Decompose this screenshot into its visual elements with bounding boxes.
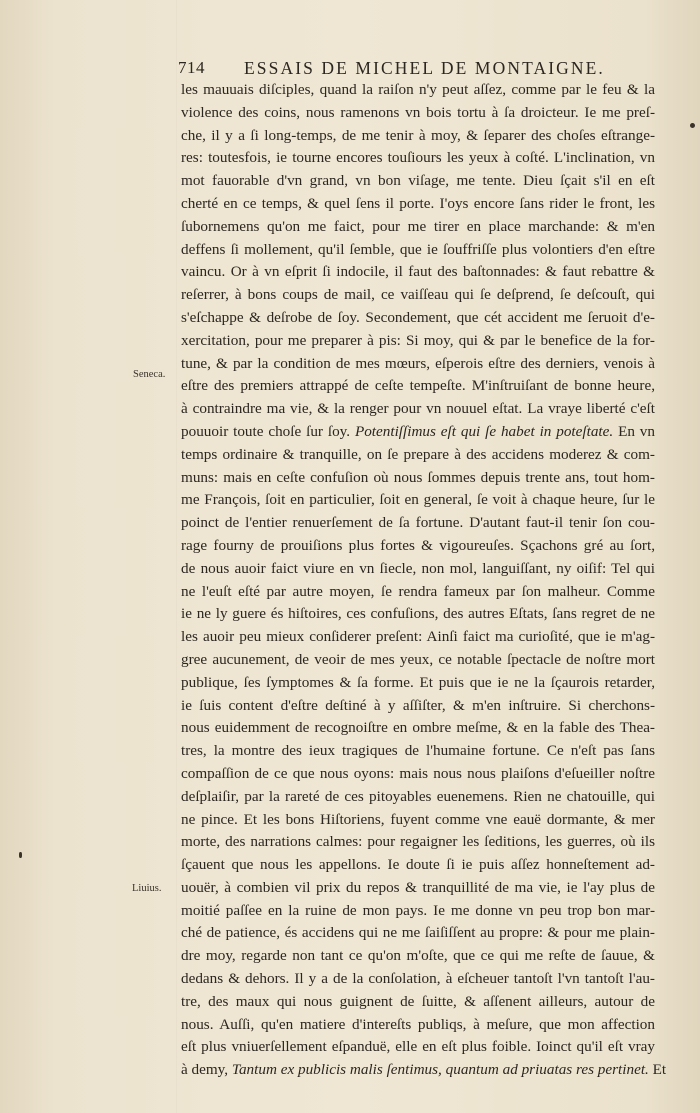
text-line: [181, 1059, 667, 1082]
text-line: [181, 991, 655, 1014]
text-run: à contraindre ma vie, & la renger pour vn nouuel eſtat. La vraye liberté c'eſt: [181, 400, 655, 418]
text-line: [181, 102, 655, 125]
text-line: [181, 307, 655, 330]
text-line: [181, 239, 655, 262]
text-line: [181, 284, 655, 307]
gutter-shadow: [176, 0, 177, 1113]
latin-quotation: Potentiſſimus eſt qui ſe habet in poteſtate.: [354, 422, 614, 440]
text-line: [181, 945, 655, 968]
text-run: ie ne ly guere és hiſtoires, ces confuſions, des autres Eſtats, ſans regret de ne: [181, 605, 655, 623]
text-run: res: toutesfois, ie tourne encores touſiours les yeux à coſté. L'inclination, vn: [181, 149, 655, 167]
text-line: [181, 968, 655, 991]
latin-quotation: Tantum ex publicis malis ſentimus, quantum ad priuatas res pertinet.: [231, 1061, 649, 1079]
text-run: vaincu. Or à vn eſprit ſi indocile, il faut des baſtonnades: & faut rebattre &: [181, 263, 655, 281]
text-line: [181, 831, 655, 854]
text-run: compaſſion de ce que nous oyons: mais nous nous plaiſons d'eſueiller noſtre: [181, 764, 655, 782]
text-line: [181, 1036, 655, 1059]
text-line: [181, 261, 655, 284]
text-run: moitié paſſee en la ruine de mon pays. Ie me donne vn peu trop bon mar-: [181, 901, 655, 919]
text-run: tune, & par la condition de mes mœurs, eſperois eſtre des derniers, venois à: [181, 354, 655, 372]
text-line: [181, 353, 655, 376]
body-text: [181, 79, 667, 1082]
text-line: [181, 170, 655, 193]
text-run: de nous auoir faict viure en vn ſiecle, non mol, languiſſant, ny oiſif: Tel qui: [181, 559, 655, 577]
text-line: [181, 421, 655, 444]
margin-note-seneca: Seneca.: [133, 369, 166, 380]
text-run: ſubornemens qu'on me faict, pour me tirer en place marchande: & m'en: [181, 217, 655, 235]
text-run: nous euidemment de recognoiſtre en ombre meſme, & en la fable des Thea-: [181, 719, 655, 737]
text-line: [181, 216, 655, 239]
text-run: à demy,: [181, 1061, 232, 1079]
margin-note-liuius: Liuius.: [132, 883, 162, 894]
text-line: [181, 535, 655, 558]
text-run: xercitation, pour me preparer à pis: Si moy, qui & par le benefice de la for-: [181, 331, 655, 349]
text-run: deſplaiſir, par la rareté de ces pitoyables euenemens. Rien ne chatouille, qui: [181, 787, 655, 805]
text-line: [181, 147, 655, 170]
text-line: [181, 877, 655, 900]
text-run: dre moy, regarde non tant ce qu'on m'oſte, que ce qui me reſte de ſauue, &: [181, 947, 655, 965]
text-line: [181, 398, 655, 421]
text-run: morte, des narrations calmes: pour regaigner les ſeditions, les guerres, où ils: [181, 833, 655, 851]
running-head: ESSAIS DE MICHEL DE MONTAIGNE.: [244, 58, 605, 78]
text-line: [181, 125, 655, 148]
text-run: publique, ſes ſymptomes & ſa forme. Et puis que ie ne la ſçaurois retarder,: [181, 673, 655, 691]
text-line: [181, 581, 655, 604]
text-line: [181, 558, 655, 581]
text-run: les mauuais diſciples, quand la raiſon n'y peut aſſez, comme par le feu & la: [181, 81, 655, 98]
text-line: [181, 922, 655, 945]
text-run: gree aucunement, de veoir de mes yeux, ce notable ſpectacle de noſtre mort: [181, 650, 655, 668]
text-run: cherté en ce temps, & quel ſens il porte. I'oys encore ſans rider le front, les: [181, 194, 655, 212]
text-line: [181, 1014, 655, 1037]
ink-spot: [19, 852, 22, 858]
text-run: eſtre des premiers attrappé de ceſte tempeſte. M'inſtruiſant de bonne heure,: [181, 377, 655, 395]
text-run: violence des coins, nous ramenons vn bois tortu à ſa droicteur. Ie me preſ-: [181, 103, 655, 121]
text-run: les auoir peu mieux conſiderer preſent: Ainſi faict ma curioſité, que ie m'ag-: [181, 628, 655, 646]
text-line: [181, 672, 655, 695]
text-line: [181, 809, 655, 832]
text-line: [181, 489, 655, 512]
text-run: me François, ſoit en particulier, ſoit en general, ſe voit à chaque heure, ſur le: [181, 491, 655, 509]
text-run: En vn: [613, 422, 655, 440]
text-line: [181, 444, 655, 467]
text-run: s'eſchappe & deſrobe de ſoy. Secondement, que cét accident me ſeruoit d'e-: [181, 308, 655, 326]
text-line: [181, 512, 655, 535]
text-line: [181, 854, 655, 877]
text-line: [181, 626, 655, 649]
text-line: [181, 763, 655, 786]
text-line: [181, 375, 655, 398]
text-run: deffens ſi mollement, qu'il ſemble, que ie ſouffriſſe plus volontiers d'en eſtre: [181, 240, 655, 258]
text-run: ne pince. Et les bons Hiſtoriens, fuyent comme vne eauë dormante, & mer: [181, 810, 655, 828]
text-run: ché de patience, és accidens qui ne me ſaiſiſſent au propre: & pour me plain-: [181, 924, 655, 942]
text-run: ſçauent que nous les appellons. Ie doute ſi ie puis aſſez honneſtement ad-: [181, 856, 655, 874]
ink-spot: [690, 123, 695, 128]
text-run: reſerrer, à bons coups de mail, ce vaiſſeau qui ſe deſprend, ſe deſcouſt, qui: [181, 286, 655, 304]
text-line: [181, 717, 655, 740]
text-run: tre, des maux qui nous guignent de ſuitte, & aſſenent ailleurs, autour de: [181, 992, 655, 1010]
text-run: uouër, à combien vil prix du repos & tranquillité de ma vie, ie l'ay plus de: [181, 878, 655, 896]
text-run: poinct de l'entier renuerſement de ſa fortune. D'autant faut-il tenir ſon cou-: [181, 514, 655, 532]
text-run: rage fourny de prouiſions plus fortes & vigoureuſes. Sçachons gré au ſort,: [181, 536, 655, 554]
text-run: temps ordinaire & tranquille, on ſe prepare à des accidens moderez & com-: [181, 445, 655, 463]
text-line: [181, 467, 655, 490]
text-run: mot fauorable d'vn grand, vn bon viſage, me tente. Dieu ſçait s'il en eſt: [181, 172, 655, 190]
text-run: tres, la montre des ieux tragiques de l'humaine fortune. Ce n'eſt pas ſans: [181, 742, 655, 760]
text-line: [181, 900, 655, 923]
text-line: [181, 649, 655, 672]
text-run: eſt plus vniuerſellement eſpanduë, elle en eſt plus foible. Ioinct qu'il eſt vray: [181, 1038, 655, 1056]
text-line: [181, 786, 655, 809]
text-run: ie ſuis content d'eſtre deſtiné à y aſſiſter, & m'en inſtruire. Si cherchons-: [181, 696, 655, 714]
text-line: [181, 695, 655, 718]
text-run: Et: [648, 1061, 667, 1079]
text-line: [181, 330, 655, 353]
text-run: che, il y a ſi long-temps, de me tenir à moy, & ſeparer des choſes eſtrange-: [181, 126, 655, 144]
page-number: 714: [178, 58, 205, 77]
text-run: muns: mais en ceſte confuſion où nous ſommes depuis trente ans, tout hom-: [181, 468, 655, 486]
text-line: [181, 740, 655, 763]
text-run: nous. Auſſi, qu'en matiere d'intereſts publiqs, à meſure, que mon affection: [181, 1015, 655, 1033]
text-line: [181, 193, 655, 216]
text-run: pouuoir toute choſe ſur ſoy.: [181, 422, 355, 440]
text-run: ne l'euſt eſté par autre moyen, ſe rendra fameux par ſon malheur. Comme: [181, 582, 655, 600]
page-header: [178, 58, 618, 80]
text-line: [181, 603, 655, 626]
text-line: [181, 79, 655, 102]
text-run: dedans & dehors. Il y a de la conſolation, à eſcheuer tantoſt l'vn tantoſt l'au-: [181, 970, 655, 988]
